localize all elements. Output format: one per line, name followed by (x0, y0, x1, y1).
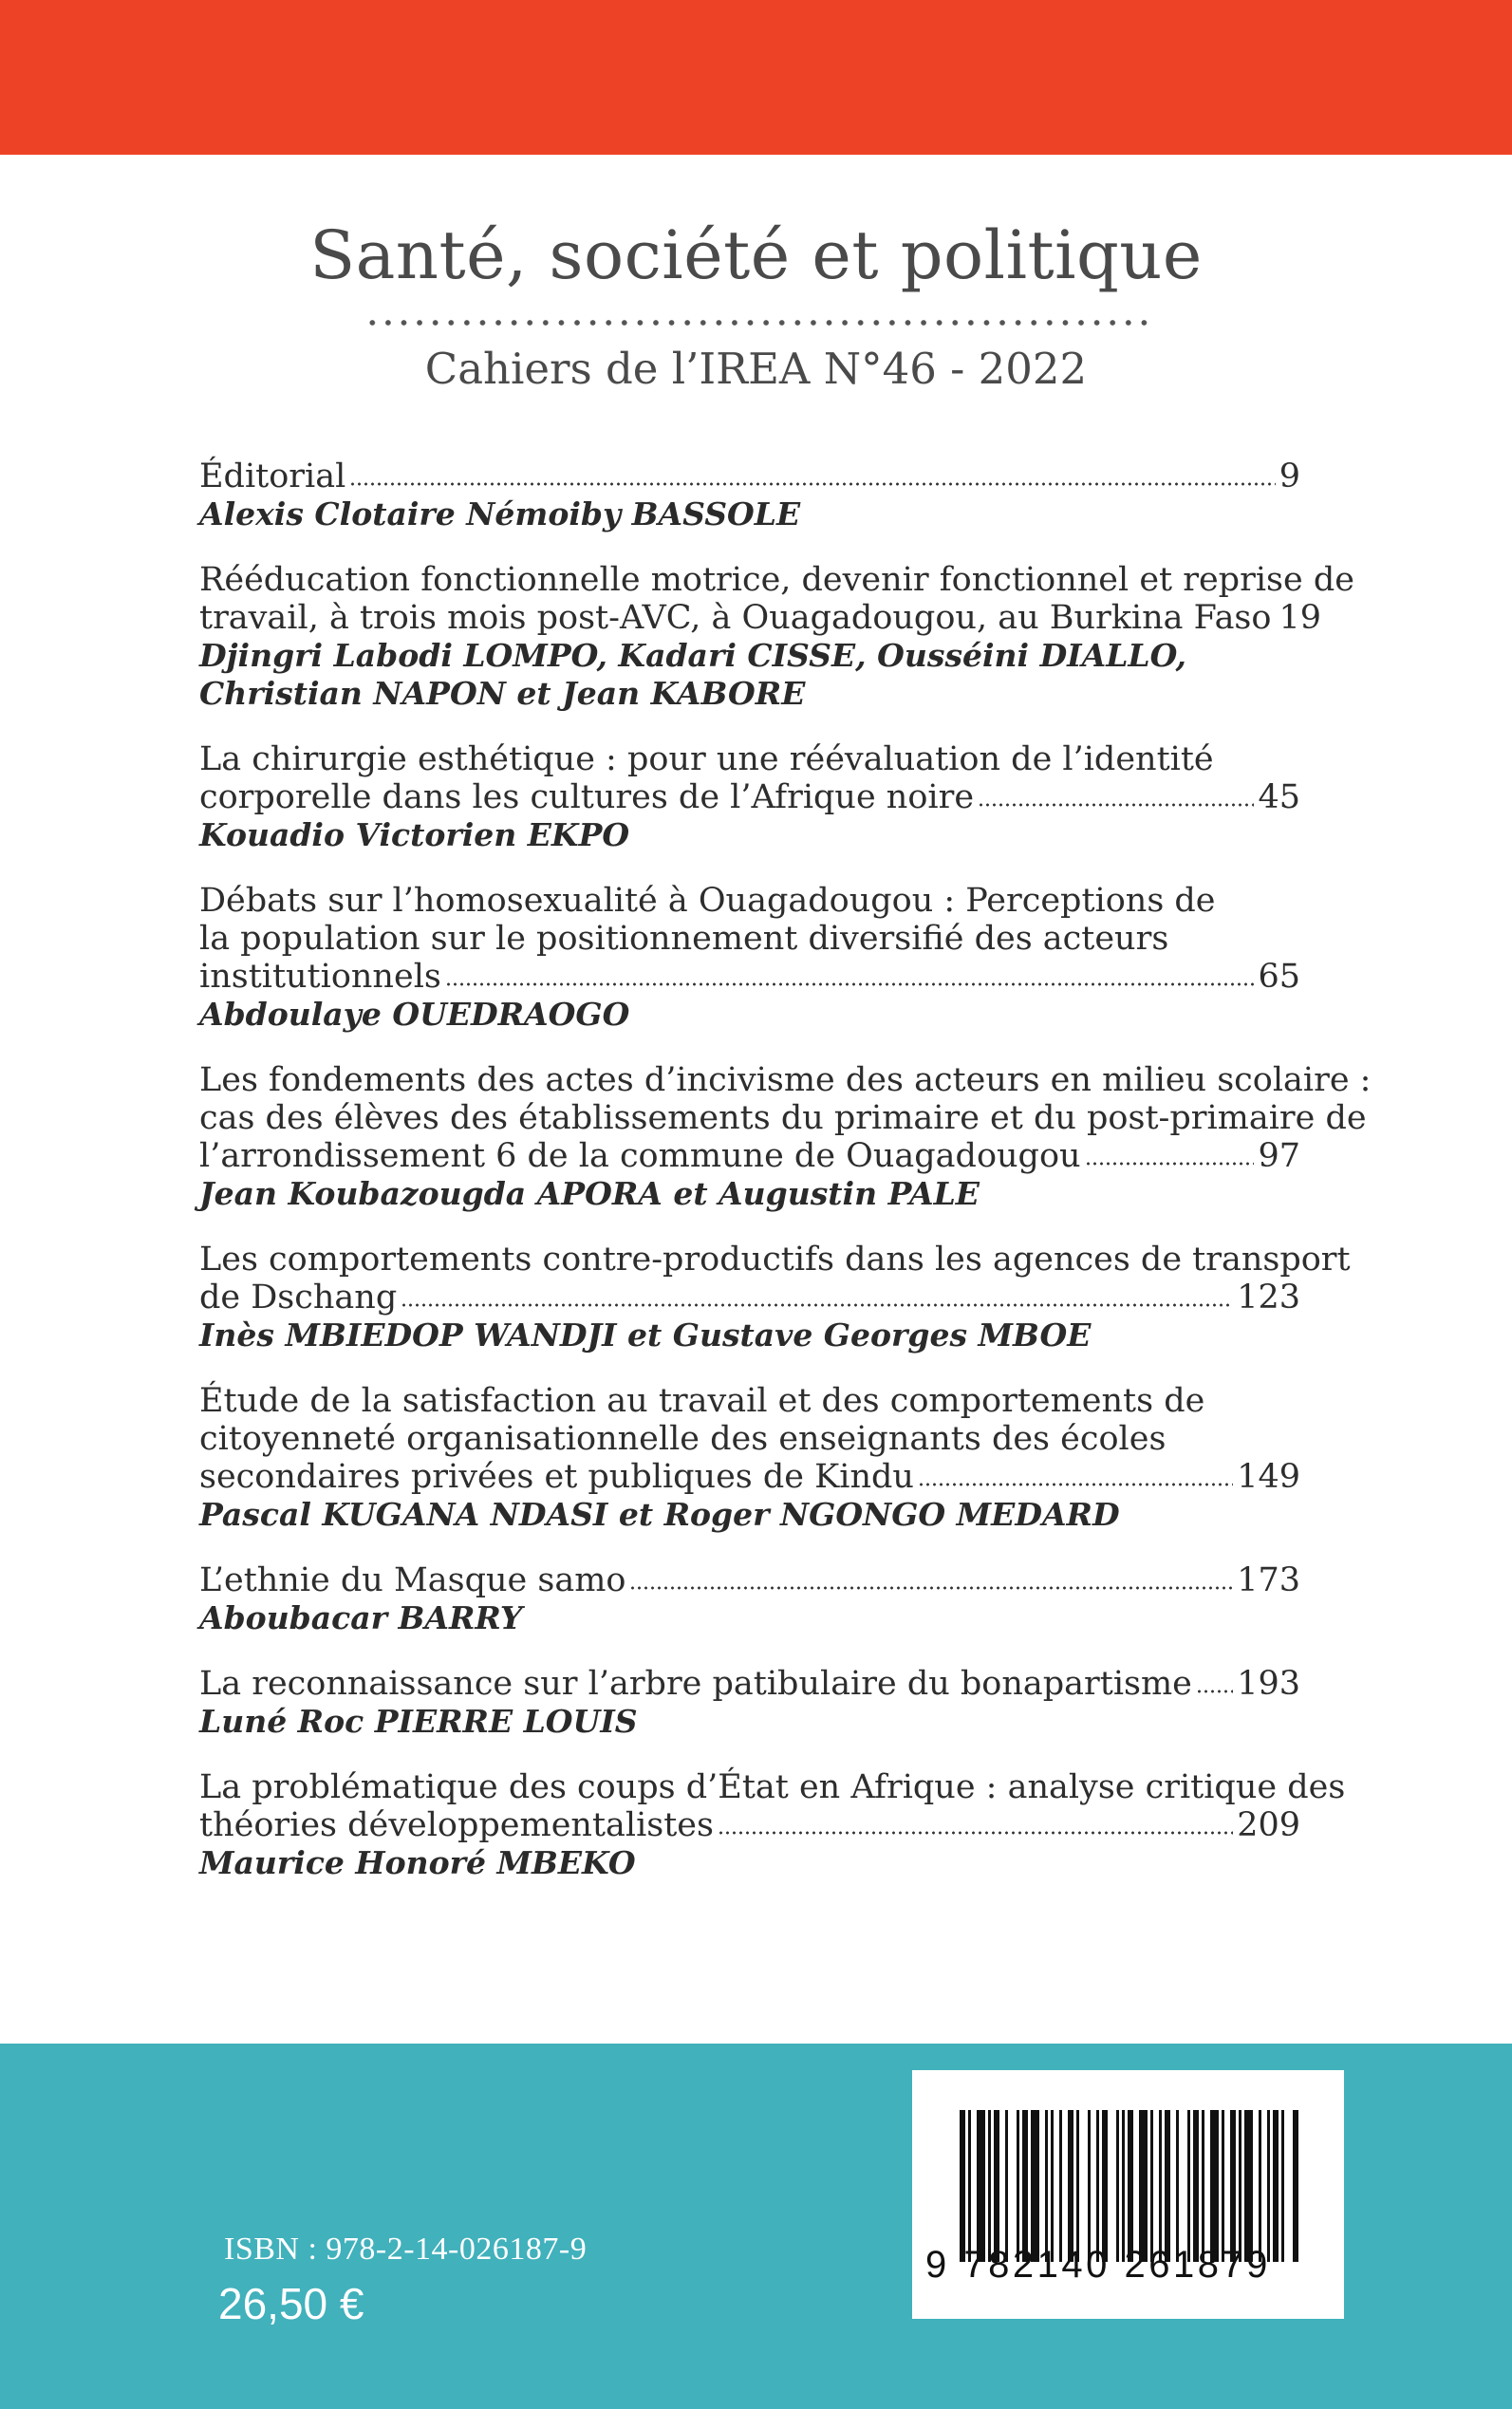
barcode-bar (1139, 2110, 1148, 2262)
barcode-bar (1059, 2110, 1062, 2262)
barcode-bar (1088, 2110, 1091, 2262)
toc-entry (199, 561, 1354, 713)
barcode-bar (1259, 2110, 1261, 2262)
dot-leader (1196, 1689, 1233, 1694)
toc-entry-title-line (199, 1806, 1300, 1844)
toc-entry (199, 458, 1300, 533)
toc-entry-title-line: Étude de la satisfaction au travail et des comportements de (199, 1382, 1205, 1420)
toc-entry-authors: Aboubacar BARRY (199, 1599, 523, 1636)
barcode-bar (1031, 2110, 1039, 2262)
barcode-bar (1187, 2110, 1190, 2262)
price: 26,50 € (218, 2279, 364, 2328)
barcode-bar (1293, 2110, 1298, 2262)
barcode (912, 2070, 1344, 2319)
barcode-bar (1017, 2110, 1019, 2262)
toc-entry-title-line (199, 1458, 1300, 1496)
toc-entry-title-line: Les fondements des actes d’incivisme des acteurs en milieu scolaire : (199, 1061, 1372, 1099)
barcode-bar (988, 2110, 991, 2262)
barcode-bar (968, 2110, 971, 2262)
toc-entry (199, 1665, 1300, 1741)
toc-entry-title: La reconnaissance sur l’arbre patibulaire du bonapartisme (199, 1665, 1192, 1703)
toc-entry-title-line: La problématique des coups d’État en Afrique : analyse critique des (199, 1768, 1346, 1806)
barcode-bar (1176, 2110, 1179, 2262)
toc-entry-authors: Kouadio Victorien EKPO (199, 816, 630, 853)
book-title: Santé, société et politique (309, 216, 1203, 294)
barcode-bar (1230, 2110, 1236, 2262)
dot-leader (978, 802, 1254, 808)
toc-entry-title-line (199, 458, 1300, 495)
toc-page-number: 45 (1258, 778, 1300, 816)
toc-entry-authors: Luné Roc PIERRE LOUIS (199, 1703, 638, 1740)
barcode-bar (1239, 2110, 1241, 2262)
toc-entry-title: secondaires privées et publiques de Kindu (199, 1458, 914, 1496)
barcode-bar (1165, 2110, 1170, 2262)
toc-entry-authors: Abdoulaye OUEDRAOGO (199, 996, 630, 1033)
dot-leader (629, 1585, 1233, 1591)
toc-entry-title-line: Débats sur l’homosexualité à Ouagadougou : Perceptions de (199, 882, 1216, 920)
dotted-separator (364, 318, 1152, 327)
dot-leader (445, 981, 1255, 987)
toc-entry-title-line (199, 1561, 1300, 1599)
dot-leader (349, 481, 1275, 487)
toc-page-number: 209 (1237, 1806, 1300, 1844)
barcode-bar (1210, 2110, 1219, 2262)
barcode-bar (1193, 2110, 1199, 2262)
barcode-bar (1159, 2110, 1162, 2262)
toc-entry-title-line (199, 599, 1322, 637)
toc-page-number: 149 (1237, 1458, 1300, 1496)
barcode-bar (1022, 2110, 1028, 2262)
dot-leader (1085, 1161, 1255, 1167)
toc-entry-title: L’ethnie du Masque samo (199, 1561, 626, 1599)
toc-entry-title-line: cas des élèves des établissements du primaire et du post-primaire de (199, 1099, 1367, 1137)
barcode-bar (1267, 2110, 1270, 2262)
toc-page-number: 97 (1258, 1137, 1300, 1175)
toc-entry-title: de Dschang (199, 1279, 398, 1317)
barcode-bar (1076, 2110, 1079, 2262)
toc-entry-title: l’arrondissement 6 de la commune de Ouagadougou (199, 1137, 1081, 1175)
barcode-bar (1273, 2110, 1279, 2262)
top-color-band (0, 0, 1512, 155)
barcode-digits: 9 782140 261879 (925, 2244, 1271, 2286)
toc-entry-authors: Djingri Labodi LOMPO, Kadari CISSE, Ousséini DIALLO, (199, 637, 1186, 674)
barcode-bar (1281, 2110, 1284, 2262)
book-subtitle: Cahiers de l’IREA N°46 - 2022 (424, 344, 1088, 394)
toc-entry-title-line (199, 1279, 1300, 1317)
barcode-bar (960, 2110, 965, 2262)
barcode-bar (1222, 2110, 1224, 2262)
toc-page-number: 193 (1237, 1665, 1300, 1703)
barcode-bar (1122, 2110, 1125, 2262)
toc-entry-title: théories développementalistes (199, 1806, 714, 1844)
toc-entry (199, 1241, 1351, 1354)
toc-entry-title-line (199, 958, 1300, 996)
barcode-bar (1096, 2110, 1099, 2262)
dot-leader (401, 1302, 1233, 1308)
toc-page-number: 19 (1279, 599, 1322, 637)
toc-page-number: 173 (1237, 1561, 1300, 1599)
toc-entry-authors: Inès MBIEDOP WANDJI et Gustave Georges MBOE (199, 1317, 1092, 1354)
barcode-bar (994, 2110, 999, 2262)
toc-page-number: 9 (1279, 458, 1300, 495)
barcode-bar (1045, 2110, 1048, 2262)
barcode-bar (1202, 2110, 1204, 2262)
toc-entry-title: corporelle dans les cultures de l’Afrique noire (199, 778, 975, 816)
barcode-bar (1068, 2110, 1073, 2262)
barcode-bar (1116, 2110, 1119, 2262)
toc-entry-title-line: citoyenneté organisationnelle des enseignants des écoles (199, 1420, 1167, 1458)
toc-entry (199, 1382, 1300, 1534)
toc-entry-title-line: Les comportements contre-productifs dans les agences de transport (199, 1241, 1351, 1279)
toc-entry (199, 1561, 1300, 1637)
toc-entry-authors: Christian NAPON et Jean KABORE (199, 675, 806, 712)
toc-entry (199, 882, 1300, 1034)
barcode-bar (1150, 2110, 1153, 2262)
barcode-bar (1128, 2110, 1133, 2262)
toc-page-number: 65 (1258, 958, 1300, 996)
barcode-bar (977, 2110, 985, 2262)
barcode-bars (960, 2110, 1301, 2262)
barcode-bar (1102, 2110, 1108, 2262)
toc-entry-authors: Pascal KUGANA NDASI et Roger NGONGO MEDARD (199, 1496, 1120, 1533)
isbn: ISBN : 978-2-14-026187-9 (224, 2232, 588, 2267)
toc-entry-authors: Alexis Clotaire Némoiby BASSOLE (199, 495, 801, 532)
table-of-contents (199, 458, 1372, 1910)
toc-entry-title-line (199, 778, 1300, 816)
toc-page-number: 123 (1237, 1279, 1300, 1317)
toc-entry-authors: Maurice Honoré MBEKO (199, 1844, 636, 1881)
toc-entry-title-line (199, 1137, 1300, 1175)
toc-entry-title-line: la population sur le positionnement diversifié des acteurs (199, 920, 1169, 958)
toc-entry (199, 1768, 1346, 1882)
toc-entry-title: institutionnels (199, 958, 441, 996)
toc-entry-title: Éditorial (199, 458, 346, 495)
toc-entry (199, 740, 1300, 854)
barcode-bar (1244, 2110, 1253, 2262)
barcode-bar (1005, 2110, 1008, 2262)
toc-entry-title-line: Rééducation fonctionnelle motrice, devenir fonctionnel et reprise de (199, 561, 1354, 599)
toc-entry-authors: Jean Koubazougda APORA et Augustin PALE (199, 1175, 980, 1212)
toc-entry (199, 1061, 1372, 1213)
toc-entry-title-line (199, 1665, 1300, 1703)
toc-entry-title: travail, à trois mois post-AVC, à Ouagadougou, au Burkina Faso (199, 599, 1272, 637)
dot-leader (918, 1482, 1233, 1487)
barcode-bar (1051, 2110, 1054, 2262)
toc-entry-title-line: La chirurgie esthétique : pour une réévaluation de l’identité (199, 740, 1214, 778)
dot-leader (718, 1830, 1233, 1836)
